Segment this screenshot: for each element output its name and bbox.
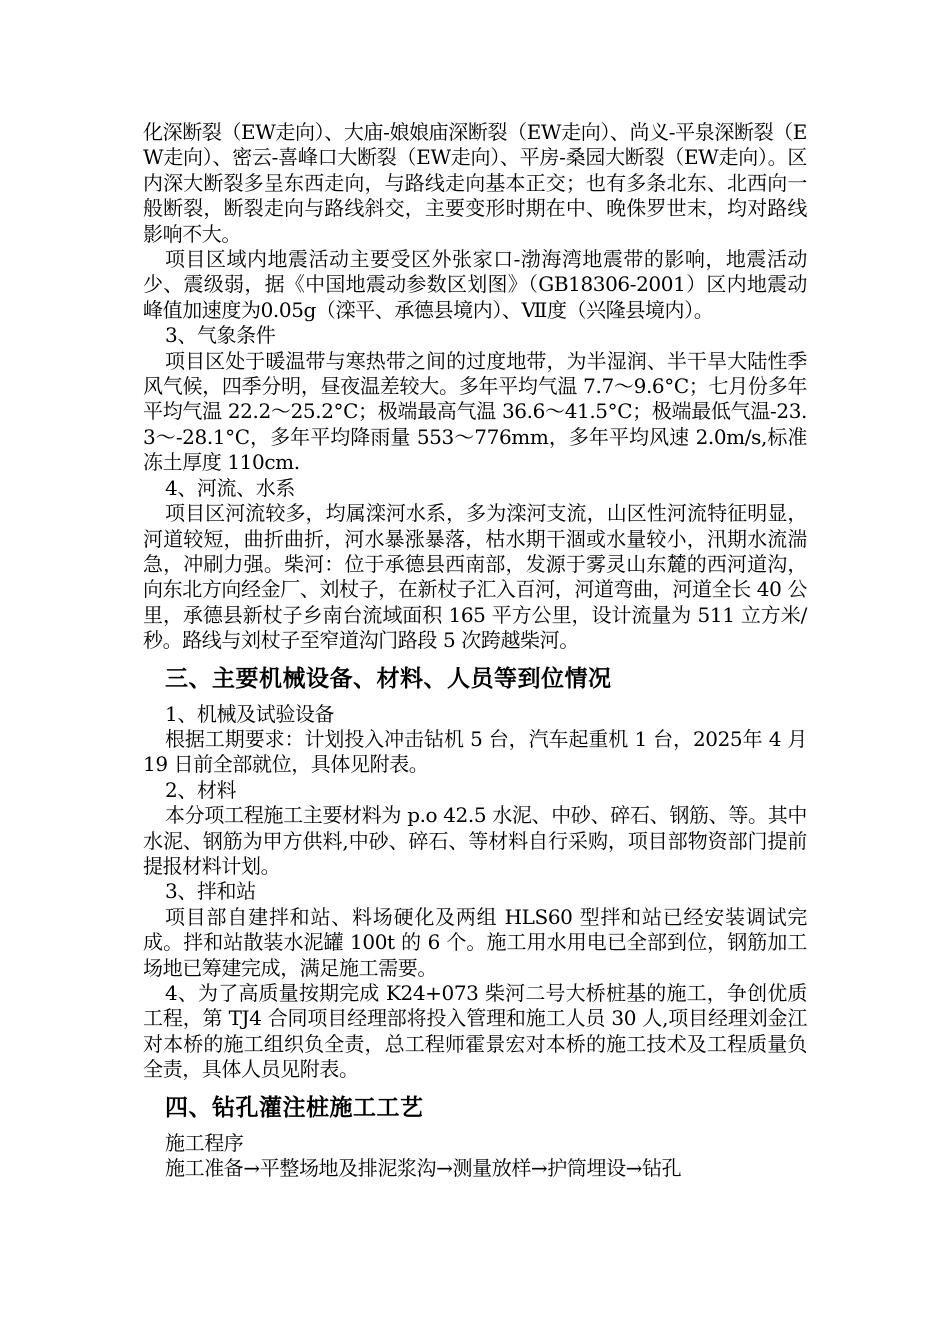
paragraph-procedure: 施工准备→平整场地及排泥浆沟→测量放样→护筒埋设→钻孔	[165, 1156, 682, 1181]
section-title-procedure: 施工程序	[165, 1130, 244, 1155]
paragraph-mixing-station: 项目部自建拌和站、料场硬化及两组 HLS60 型拌和站已经安装调试完成。拌和站散装水泥罐 100t 的 6 个。施工用水用电已全部到位，钢筋加工场地已筹建完成，满足施工需要。	[143, 904, 807, 980]
paragraph-machinery: 根据工期要求：计划投入冲击钻机 5 台，汽车起重机 1 台，2025年 4 月 19 日前全部就位，具体见附表。	[143, 726, 807, 777]
document-body	[143, 120, 807, 1181]
section-title-climate: 3、气象条件	[165, 323, 276, 348]
paragraph-climate: 项目区处于暖温带与寒热带之间的过度地带，为半湿润、半干旱大陆性季风气候，四季分明，昼夜温差较大。多年平均气温 7.7～9.6°C；七月份多年平均气温 22.2～25.2°C；极端最高气温 36.6～41.5°C；极端最低气温-23.3～-28.1°C，多年平均降雨量 553～776mm，多年平均风速 2.0m/s,标准冻土厚度 110cm.	[143, 348, 807, 475]
section-title-materials: 2、材料	[165, 777, 237, 802]
heading-equipment: 三、主要机械设备、材料、人员等到位情况	[165, 665, 612, 692]
section-title-machinery: 1、机械及试验设备	[165, 701, 335, 726]
paragraph-seismic: 项目区域内地震活动主要受区外张家口-渤海湾地震带的影响，地震活动少、震级弱，据《中国地震动参数区划图》（GB18306-2001）区内地震动峰值加速度为0.05g（滦平、承德县境内）、Ⅶ度（兴隆县境内）。	[143, 247, 807, 322]
paragraph-materials: 本分项工程施工主要材料为 p.o 42.5 水泥、中砂、碎石、钢筋、等。其中水泥、钢筋为甲方供料,中砂、碎石、等材料自行采购，项目部物资部门提前提报材料计划。	[143, 803, 807, 878]
section-title-rivers: 4、河流、水系	[165, 475, 295, 500]
paragraph-faults: 化深断裂（EW走向）、大庙-娘娘庙深断裂（EW走向）、尚义-平泉深断裂（EW走向）、密云-喜峰口大断裂（EW走向）、平房-桑园大断裂（EW走向）。区内深大断裂多呈东西走向，与路线走向基本正交；也有多条北东、北西向一般断裂，断裂走向与路线斜交，主要变形时期在中、晚侏罗世末，均对路线影响不大。	[143, 120, 807, 246]
paragraph-personnel: 4、为了高质量按期完成 K24+073 柴河二号大桥桩基的施工，争创优质工程，第 TJ4 合同项目经理部将投入管理和施工人员 30 人,项目经理刘金江对本桥的施工组织负全责，总工程师霍景宏对本桥的施工技术及工程质量负全责，具体人员见附表。	[143, 981, 807, 1082]
paragraph-rivers: 项目区河流较多，均属滦河水系，多为滦河支流，山区性河流特征明显，河道较短，曲折曲折，河水暴涨暴落，枯水期干涸或水量较小，汛期水流湍急，冲刷力强。柴河：位于承德县西南部，发源于雾灵山东麓的西河道沟，向东北方向经金厂、刘杖子，在新杖子汇入百河，河道弯曲，河道全长 40 公里，承德县新杖子乡南台流域面积 165 平方公里，设计流量为 511 立方米/秒。路线与刘杖子至窄道沟门路段 5 次跨越柴河。	[143, 501, 807, 653]
section-title-mixing-station: 3、拌和站	[165, 879, 256, 904]
heading-bored-pile: 四、钻孔灌注桩施工工艺	[165, 1094, 424, 1121]
